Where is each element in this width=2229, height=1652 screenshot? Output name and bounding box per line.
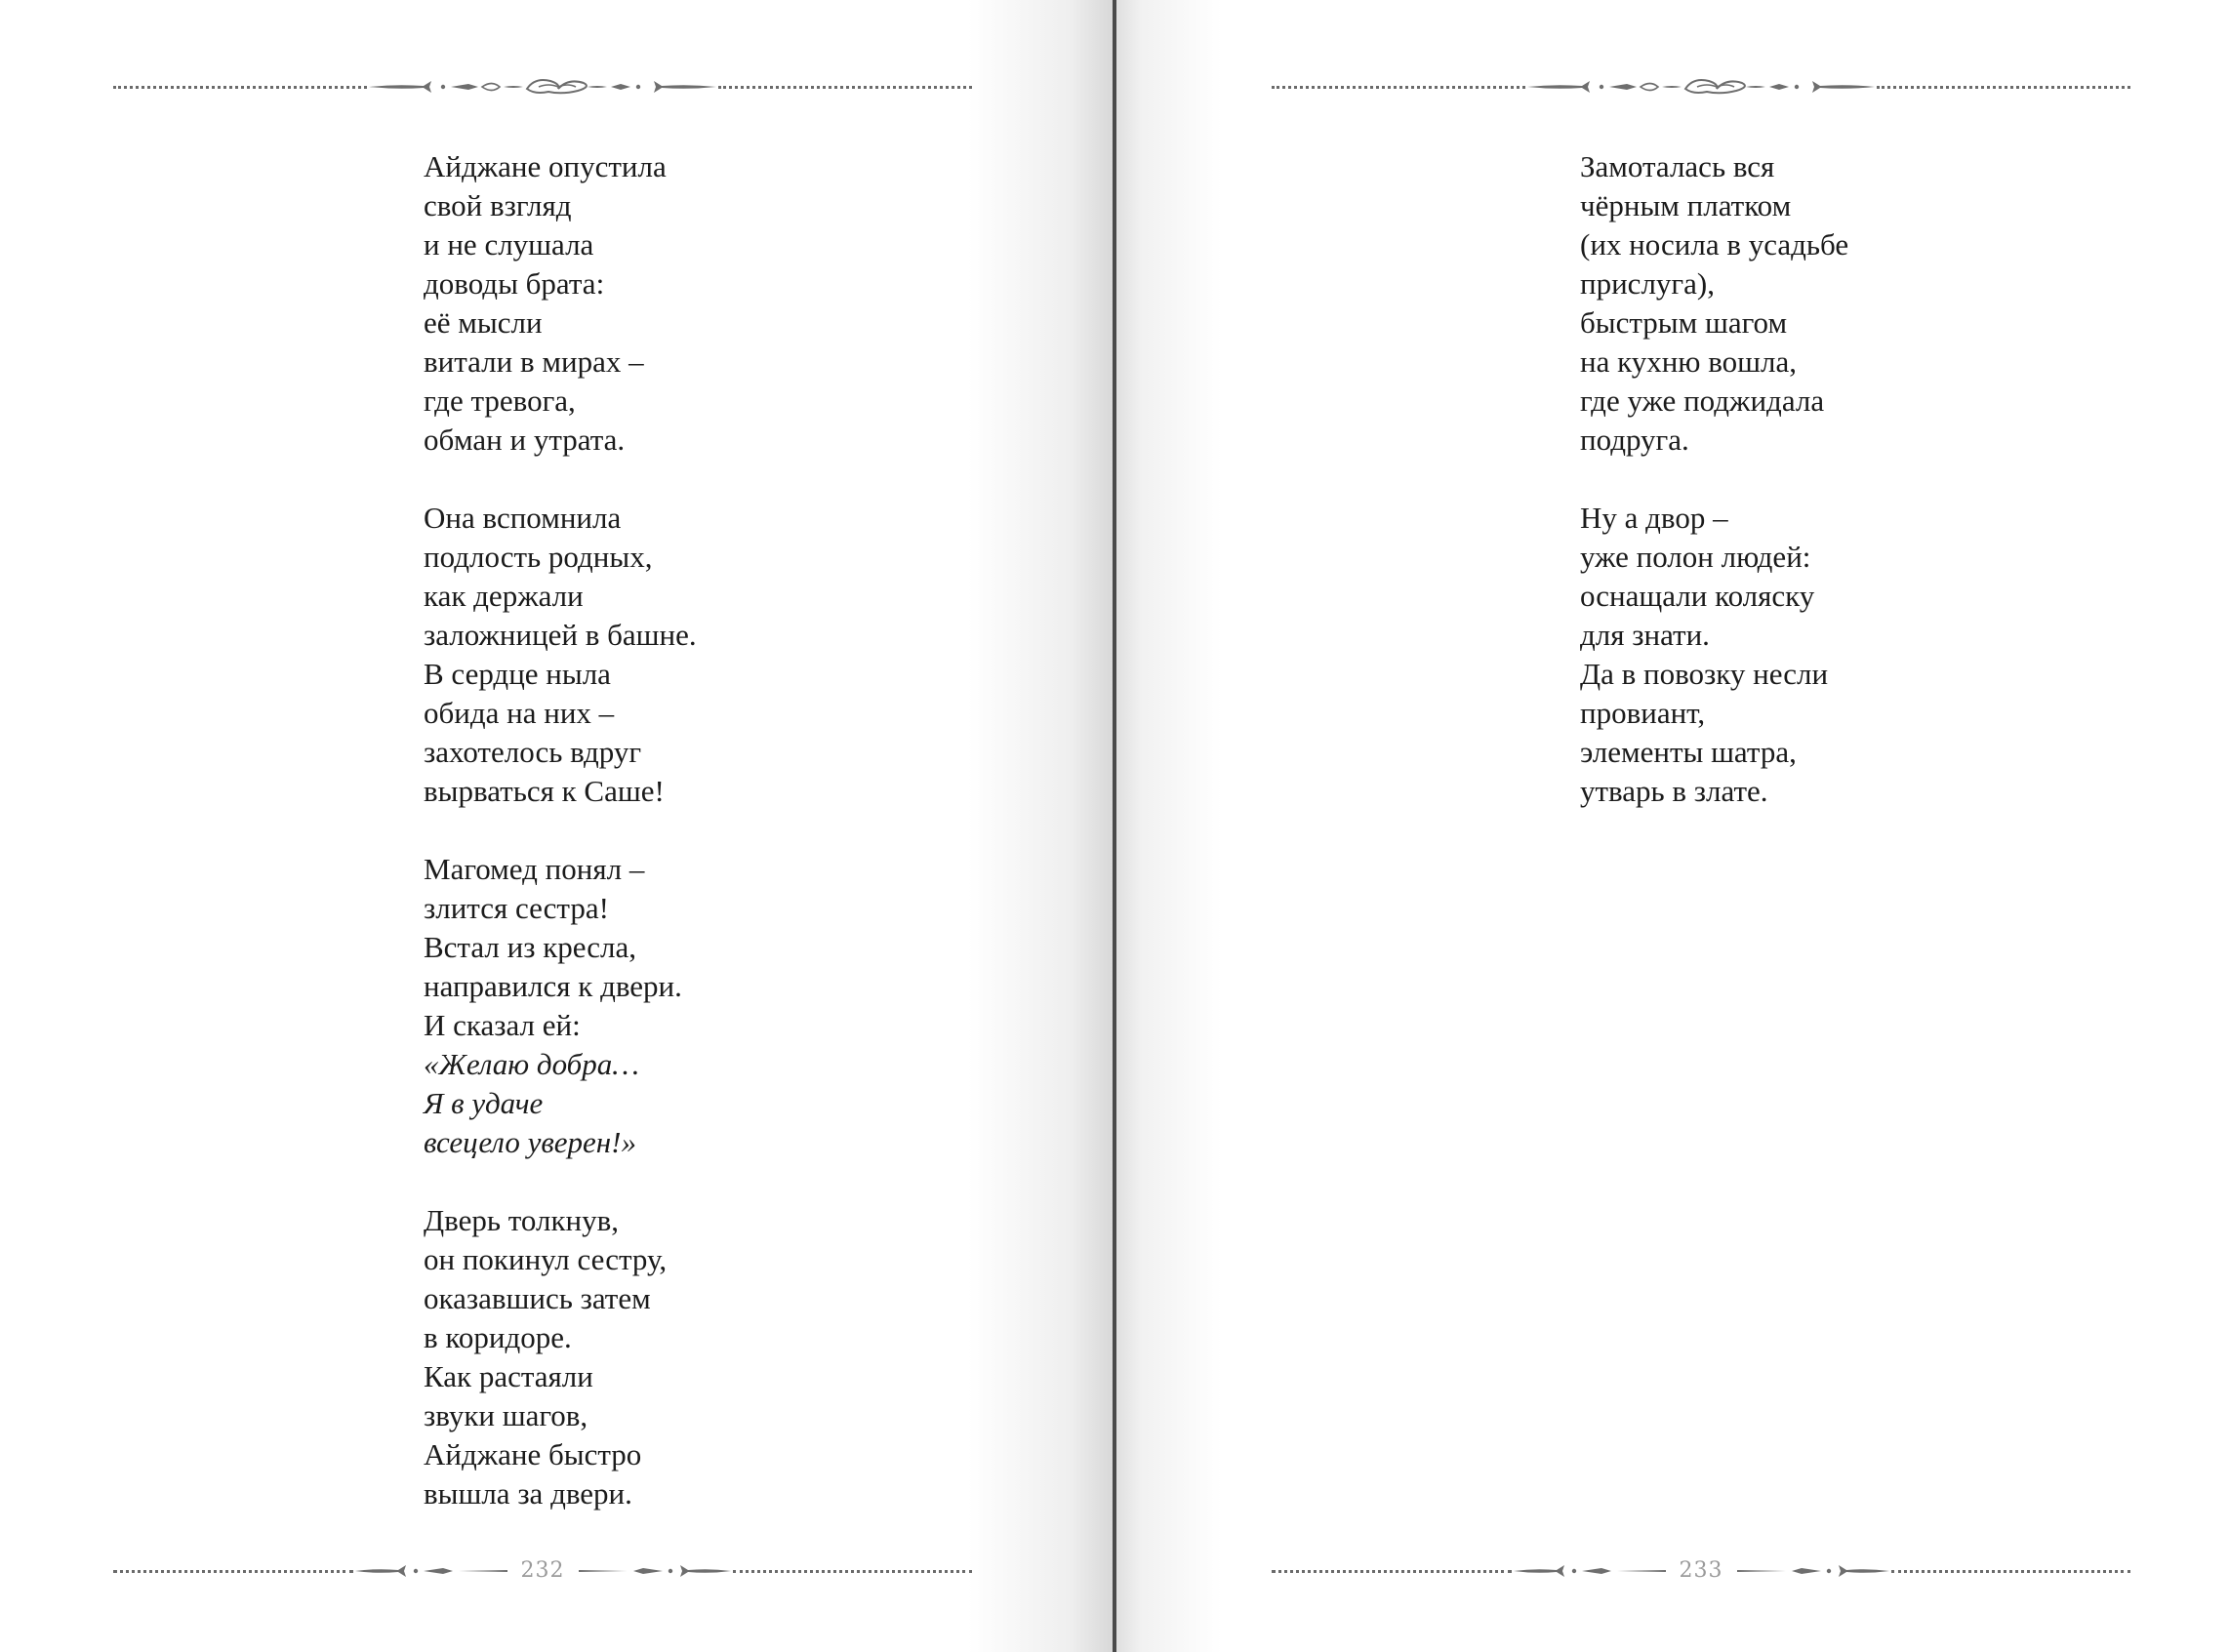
- poem-line: подлость родных,: [424, 540, 653, 574]
- poem-line: для знати.: [1580, 618, 1710, 652]
- poem-line: прислуга),: [1580, 266, 1715, 301]
- poem-line: Айджане опустила: [424, 149, 667, 183]
- arrow-flourish-icon: [1735, 1559, 1891, 1583]
- stanza: [1580, 147, 1848, 460]
- poem-line: свой взгляд: [424, 188, 572, 222]
- flourish-ornament-icon: [1525, 75, 1877, 99]
- poem-line: Ну а двор –: [1580, 501, 1728, 535]
- flourish-ornament-icon: [367, 75, 718, 99]
- stanza: [424, 850, 697, 1162]
- page-number: 233: [1679, 1558, 1723, 1583]
- poem-line: Айджане быстро: [424, 1437, 642, 1471]
- poem-line: оснащали коляску: [1580, 579, 1815, 613]
- left-header-ornament: [113, 75, 972, 99]
- poem-line: вышла за двери.: [424, 1476, 632, 1511]
- poem-line: как держали: [424, 579, 584, 613]
- poem-line: захотелось вдруг: [424, 735, 642, 769]
- poem-line: злится сестра!: [424, 891, 609, 925]
- poem-line: провиант,: [1580, 696, 1706, 730]
- poem-line: Дверь толкнув,: [424, 1203, 619, 1237]
- page-number: 232: [520, 1558, 565, 1583]
- poem-line: и не слушала: [424, 227, 594, 262]
- poem-line: Как растаяли: [424, 1359, 593, 1393]
- stanza: [424, 147, 697, 460]
- dotted-rule: [733, 1570, 973, 1573]
- left-footer: [113, 1559, 972, 1583]
- stanza: [424, 499, 697, 811]
- poem-line: уже полон людей:: [1580, 540, 1811, 574]
- dotted-rule: [1891, 1570, 2131, 1573]
- poem-line: Я в удаче: [424, 1086, 544, 1120]
- poem-line: быстрым шагом: [1580, 305, 1788, 340]
- poem-line: элементы шатра,: [1580, 735, 1797, 769]
- poem-line: всецело уверен!»: [424, 1125, 636, 1159]
- dotted-rule: [113, 86, 367, 89]
- poem-line: на кухню вошла,: [1580, 344, 1797, 379]
- poem-line: заложницей в башне.: [424, 618, 697, 652]
- poem-line: обман и утрата.: [424, 423, 626, 457]
- left-poem-text: [424, 147, 697, 1552]
- poem-line: её мысли: [424, 305, 543, 340]
- poem-line: (их носила в усадьбе: [1580, 227, 1849, 262]
- dotted-rule: [1877, 86, 2130, 89]
- poem-line: утварь в злате.: [1580, 774, 1768, 808]
- stanza: [424, 1201, 697, 1513]
- dotted-rule: [718, 86, 972, 89]
- right-poem-text: [1580, 147, 1848, 850]
- poem-line: Она вспомнила: [424, 501, 622, 535]
- poem-line: Замоталась вся: [1580, 149, 1775, 183]
- poem-line: витали в мирах –: [424, 344, 644, 379]
- book-gutter: [1113, 0, 1116, 1652]
- poem-line: он покинул сестру,: [424, 1242, 668, 1276]
- stanza: [1580, 499, 1848, 811]
- poem-line: направился к двери.: [424, 969, 682, 1003]
- poem-line: Магомед понял –: [424, 852, 645, 886]
- poem-line: где тревога,: [424, 383, 576, 418]
- poem-line: в коридоре.: [424, 1320, 572, 1354]
- arrow-flourish-icon: [353, 1559, 509, 1583]
- poem-line: чёрным платком: [1580, 188, 1792, 222]
- right-header-ornament: [1272, 75, 2130, 99]
- arrow-flourish-icon: [1512, 1559, 1668, 1583]
- poem-line: «Желаю добра…: [424, 1047, 639, 1081]
- arrow-flourish-icon: [577, 1559, 733, 1583]
- poem-line: обида на них –: [424, 696, 615, 730]
- dotted-rule: [1272, 86, 1525, 89]
- poem-line: где уже поджидала: [1580, 383, 1825, 418]
- poem-line: подруга.: [1580, 423, 1689, 457]
- dotted-rule: [1272, 1570, 1512, 1573]
- poem-line: звуки шагов,: [424, 1398, 588, 1432]
- poem-line: И сказал ей:: [424, 1008, 581, 1042]
- poem-line: вырваться к Саше!: [424, 774, 665, 808]
- dotted-rule: [113, 1570, 353, 1573]
- poem-line: Да в повозку несли: [1580, 657, 1829, 691]
- poem-line: доводы брата:: [424, 266, 605, 301]
- right-footer: [1272, 1559, 2130, 1583]
- poem-line: оказавшись затем: [424, 1281, 651, 1315]
- poem-line: В сердце ныла: [424, 657, 611, 691]
- poem-line: Встал из кресла,: [424, 930, 637, 964]
